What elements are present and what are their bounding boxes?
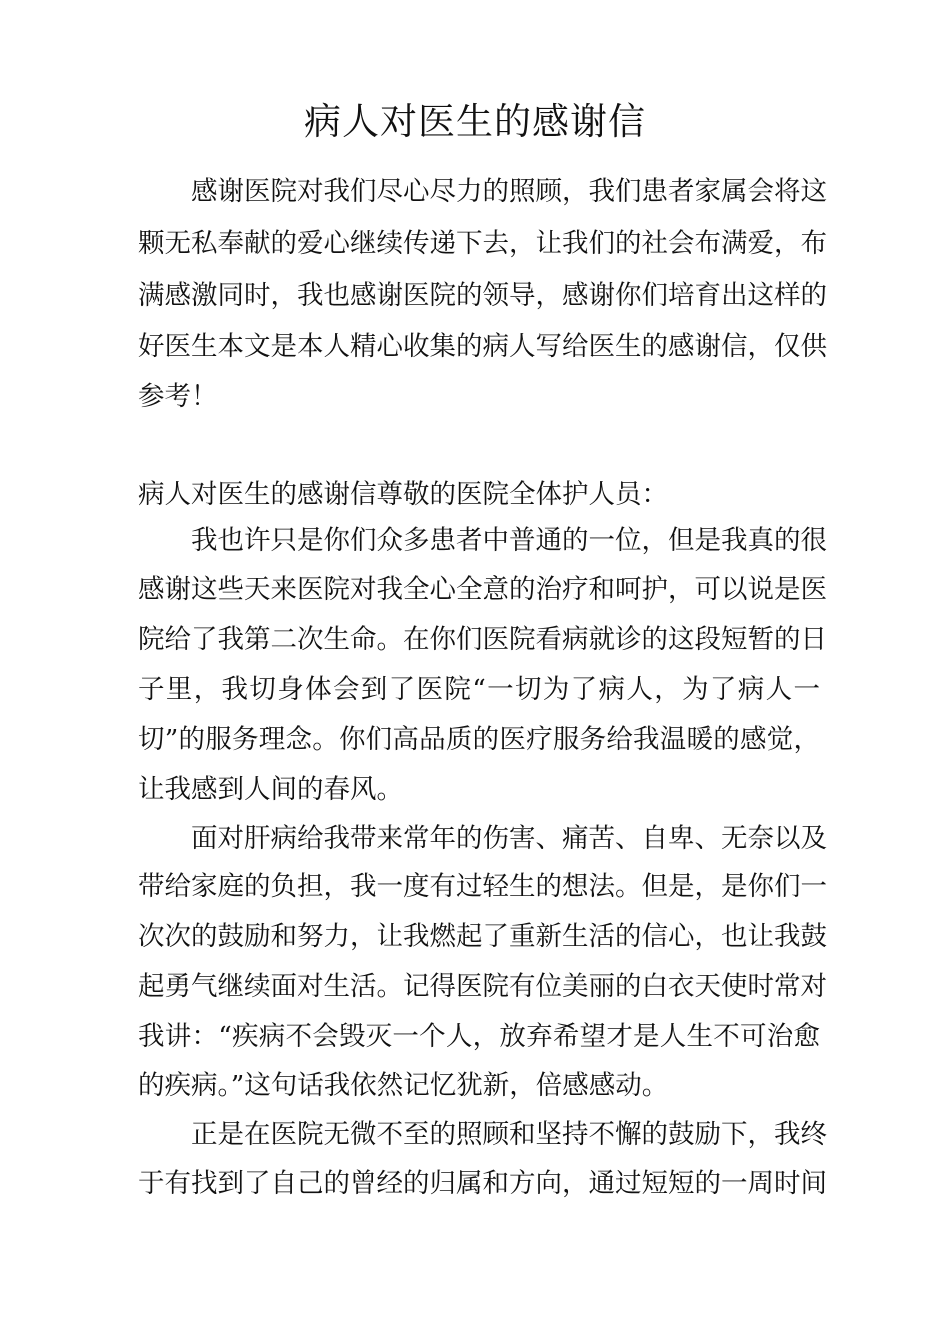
paragraph2-line: 我讲：“疾病不会毁灭一个人，放弃希望才是人生不可治愈 [138, 1021, 820, 1052]
paragraph1-line: 感谢这些天来医院对我全心全意的治疗和呵护，可以说是医 [138, 574, 827, 605]
paragraph2-line: 的疾病。”这句话我依然记忆犹新，倍感感动。 [138, 1070, 669, 1101]
paragraph1-line: 院给了我第二次生命。在你们医院看病就诊的这段短暂的日 [138, 624, 827, 655]
intro-line: 好医生本文是本人精心收集的病人写给医生的感谢信，仅供 [138, 331, 827, 362]
paragraph1-line: 让我感到人间的春风。 [138, 774, 403, 805]
paragraph1-line: 我也许只是你们众多患者中普通的一位，但是我真的很 [191, 525, 827, 556]
paragraph2-line: 起勇气继续面对生活。记得医院有位美丽的白衣天使时常对 [138, 971, 827, 1002]
intro-line: 颗无私奉献的爱心继续传递下去，让我们的社会布满爱，布 [138, 228, 827, 259]
intro-line: 满感激同时，我也感谢医院的领导，感谢你们培育出这样的 [138, 280, 827, 311]
paragraph1-line: 子里，我切身体会到了医院“一切为了病人，为了病人一 [138, 674, 820, 705]
salutation: 病人对医生的感谢信尊敬的医院全体护人员： [138, 479, 668, 510]
intro-line: 感谢医院对我们尽心尽力的照顾，我们患者家属会将这 [191, 176, 827, 207]
paragraph2-line: 面对肝病给我带来常年的伤害、痛苦、自卑、无奈以及 [191, 823, 827, 854]
intro-line: 参考！ [138, 381, 218, 412]
paragraph2-line: 带给家庭的负担，我一度有过轻生的想法。但是，是你们一 [138, 871, 827, 902]
paragraph3-line: 于有找到了自己的曾经的归属和方向，通过短短的一周时间 [138, 1168, 827, 1199]
paragraph1-line: 切”的服务理念。你们高品质的医疗服务给我温暖的感觉， [138, 724, 820, 755]
document-title: 病人对医生的感谢信 [304, 100, 646, 143]
paragraph2-line: 次次的鼓励和努力，让我燃起了重新生活的信心，也让我鼓 [138, 921, 827, 952]
paragraph3-line: 正是在医院无微不至的照顾和坚持不懈的鼓励下，我终 [191, 1119, 827, 1150]
